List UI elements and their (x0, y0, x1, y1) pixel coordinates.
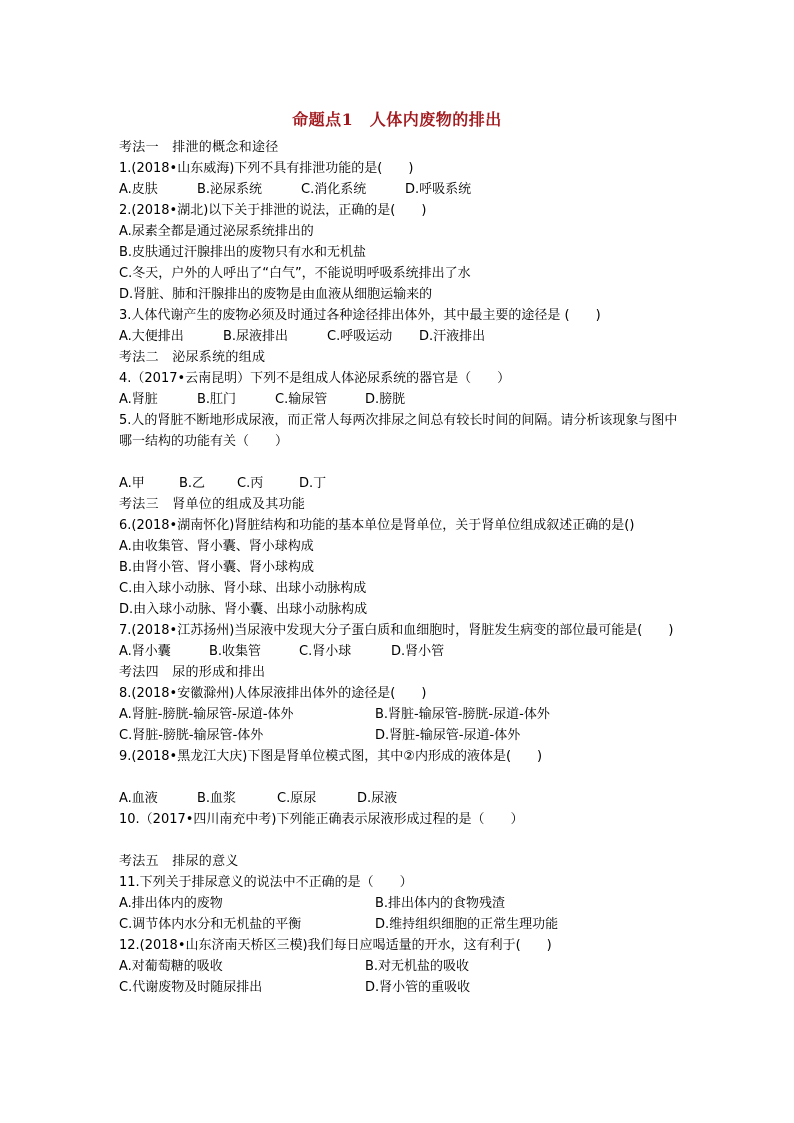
option: C.由入球小动脉、肾小球、出球小动脉构成 (119, 581, 367, 596)
option: C.肾小球 (299, 644, 352, 659)
option: A.肾脏-膀胱-输尿管-尿道-体外 (119, 707, 294, 722)
option: D.肾小管 (391, 644, 445, 659)
figure-placeholder (119, 452, 679, 473)
section-heading: 考法二 泌尿系统的组成 (119, 350, 266, 365)
option: C.输尿管 (275, 392, 328, 407)
option: C.丙 (237, 476, 264, 491)
option-row (119, 977, 679, 998)
option: B.肛门 (197, 392, 237, 407)
option-row (119, 956, 679, 977)
question-stem: 1.(2018•山东威海)下列不具有排泄功能的是( ) (119, 161, 414, 176)
option-row (119, 641, 679, 662)
question-stem: 4.（2017•云南昆明）下列不是组成人体泌尿系统的器官是（ ） (119, 371, 511, 386)
option-row (119, 704, 679, 725)
option: C.代谢废物及时随尿排出 (119, 980, 263, 995)
option: D.尿液 (357, 791, 398, 806)
section-heading: 考法四 尿的形成和排出 (119, 665, 266, 680)
option-row (119, 788, 679, 809)
option: C.调节体内水分和无机盐的平衡 (119, 917, 302, 932)
question-stem: 6.(2018•湖南怀化)肾脏结构和功能的基本单位是肾单位，关于肾单位组成叙述正确的是() (119, 518, 635, 533)
option-row (119, 179, 679, 200)
figure-placeholder (119, 830, 679, 851)
option: A.甲 (119, 476, 145, 491)
option: D.丁 (299, 476, 327, 491)
option: D.维持组织细胞的正常生理功能 (375, 917, 559, 932)
option: B.收集管 (209, 644, 262, 659)
option: A.尿素全都是通过泌尿系统排出的 (119, 224, 314, 239)
option-row (119, 914, 679, 935)
option: A.皮肤 (119, 182, 158, 197)
option: A.肾脏 (119, 392, 158, 407)
option: A.对葡萄糖的吸收 (119, 959, 223, 974)
page-title: 命题点1 人体内废物的排出 (292, 110, 502, 129)
option: B.尿液排出 (223, 329, 289, 344)
question-stem: 11.下列关于排尿意义的说法中不正确的是（ ） (119, 875, 413, 890)
section-heading: 考法一 排泄的概念和途径 (119, 140, 279, 155)
option: A.血液 (119, 791, 158, 806)
question-stem: 5.人的肾脏不断地形成尿液，而正常人每两次排尿之间总有较长时间的间隔。请分析该现象与图中哪一结构的功能有关（ ） (119, 413, 678, 449)
figure-placeholder (119, 767, 679, 788)
question-stem: 10.（2017•四川南充中考)下列能正确表示尿液形成过程的是（ ） (119, 812, 524, 827)
option: B.乙 (179, 476, 206, 491)
option: C.冬天，户外的人呼出了“白气”，不能说明呼吸系统排出了水 (119, 266, 471, 281)
option: B.排出体内的食物残渣 (375, 896, 506, 911)
section-heading: 考法五 排尿的意义 (119, 854, 239, 869)
option: B.对无机盐的吸收 (365, 959, 470, 974)
option: B.皮肤通过汗腺排出的废物只有水和无机盐 (119, 245, 367, 260)
option: C.原尿 (277, 791, 317, 806)
option-row (119, 725, 679, 746)
question-stem: 9.(2018•黑龙江大庆)下图是肾单位模式图，其中②内形成的液体是( ) (119, 749, 543, 764)
option: C.肾脏-膀胱-输尿管-体外 (119, 728, 264, 743)
option: A.由收集管、肾小囊、肾小球构成 (119, 539, 314, 554)
question-stem: 2.(2018•湖北)以下关于排泄的说法，正确的是( ) (119, 203, 427, 218)
option: B.肾脏-输尿管-膀胱-尿道-体外 (375, 707, 550, 722)
option: D.汗液排出 (419, 329, 486, 344)
option: A.大便排出 (119, 329, 184, 344)
option: B.血浆 (197, 791, 237, 806)
option-row (119, 473, 679, 494)
option: D.膀胱 (365, 392, 406, 407)
option: D.肾脏、肺和汗腺排出的废物是由血液从细胞运输来的 (119, 287, 433, 302)
option: A.肾小囊 (119, 644, 171, 659)
option: A.排出体内的废物 (119, 896, 223, 911)
option: B.泌尿系统 (197, 182, 263, 197)
question-stem: 7.(2018•江苏扬州)当尿液中发现大分子蛋白质和血细胞时，肾脏发生病变的部位最可能是( ) (119, 623, 674, 638)
section-heading: 考法三 肾单位的组成及其功能 (119, 497, 306, 512)
option-row (119, 893, 679, 914)
option: D.由入球小动脉、肾小囊、出球小动脉构成 (119, 602, 368, 617)
question-stem: 12.(2018•山东济南天桥区三模)我们每日应喝适量的开水，这有利于( ) (119, 938, 552, 953)
question-list (119, 137, 679, 998)
option: B.由肾小管、肾小囊、肾小球构成 (119, 560, 315, 575)
option: C.呼吸运动 (327, 329, 393, 344)
option: D.呼吸系统 (405, 182, 472, 197)
option: D.肾脏-输尿管-尿道-体外 (375, 728, 521, 743)
option: C.消化系统 (301, 182, 367, 197)
question-stem: 3.人体代谢产生的废物必须及时通过各种途径排出体外，其中最主要的途径是 ( ) (119, 308, 601, 323)
question-stem: 8.(2018•安徽滁州)人体尿液排出体外的途径是( ) (119, 686, 427, 701)
option-row (119, 389, 679, 410)
option-row (119, 326, 679, 347)
option: D.肾小管的重吸收 (365, 980, 471, 995)
